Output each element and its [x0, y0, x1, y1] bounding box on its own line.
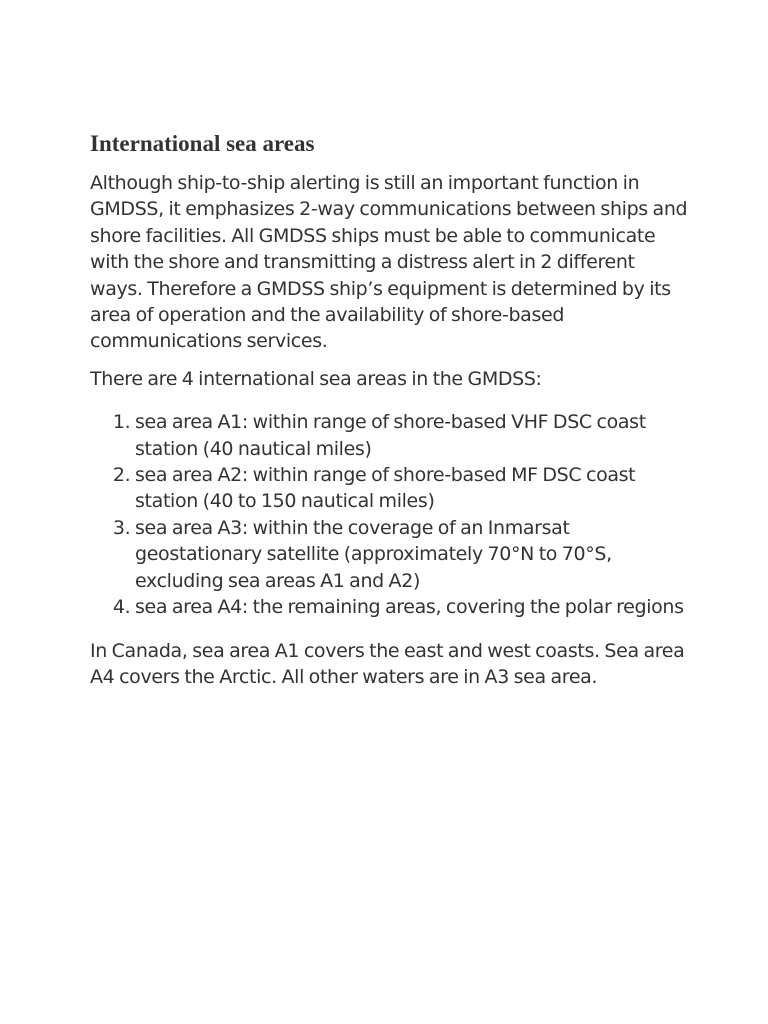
- list-item: 2. sea area A2: within range of shore-based MF DSC coast station (40 to 150 nautical miles): [135, 462, 690, 515]
- sea-areas-list: [90, 409, 690, 620]
- section-heading: International sea areas: [90, 131, 315, 156]
- intro-paragraph: Although ship-to-ship alerting is still an important function in GMDSS, it emphasizes 2-way communications between ships and shore facilities. All GMDSS ships must be able to communicate with the shore and transmitting a distress alert in 2 different ways. Therefore a GMDSS ship’s equipment is determined by its area of operation and the availability of shore-based communications services.: [90, 172, 688, 353]
- list-item: 4. sea area A4: the remaining areas, covering the polar regions: [135, 594, 690, 620]
- list-item: 3. sea area A3: within the coverage of an Inmarsat geostationary satellite (approximately 70°N to 70°S, excluding sea areas A1 and A2): [135, 515, 690, 594]
- list-intro-paragraph: There are 4 international sea areas in the GMDSS:: [90, 367, 542, 390]
- canada-paragraph: In Canada, sea area A1 covers the east and west coasts. Sea area A4 covers the Arctic. All other waters are in A3 sea area.: [90, 639, 685, 688]
- list-item: 1. sea area A1: within range of shore-based VHF DSC coast station (40 nautical miles): [135, 409, 690, 462]
- article-body: [90, 128, 690, 701]
